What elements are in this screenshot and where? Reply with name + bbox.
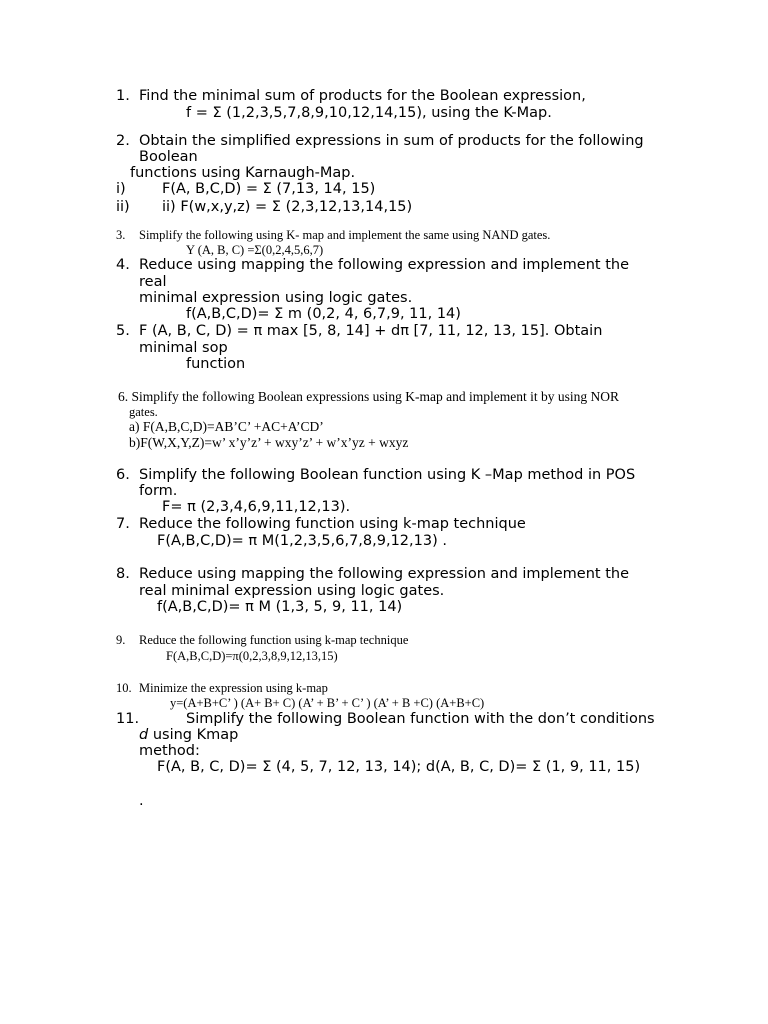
q8-text-line2: real minimal expression using logic gates. (139, 583, 445, 599)
q11-text-line1: Simplify the following Boolean function with the don’t conditions (186, 711, 655, 727)
q3-number: 3. (116, 228, 126, 242)
q6b-expression: F= π (2,3,4,6,9,11,12,13). (162, 499, 351, 515)
q11-number: 11. (116, 711, 140, 727)
q11-text-line2 (139, 727, 238, 743)
q6a-part-b: b)F(W,X,Y,Z)=w’ x’y’z’ + wxy’z’ + w’x’yz + wxyz (129, 435, 409, 450)
q1-expression: f = Σ (1,2,3,5,7,8,9,10,12,14,15), using the K-Map. (186, 105, 552, 121)
q7-expression: F(A,B,C,D)= π M(1,2,3,5,6,7,8,9,12,13) . (157, 533, 447, 549)
q2-number: 2. (116, 133, 130, 149)
q9-number: 9. (116, 633, 126, 647)
q11-expression: F(A, B, C, D)= Σ (4, 5, 7, 12, 13, 14); d(A, B, C, D)= Σ (1, 9, 11, 15) (157, 759, 641, 775)
q10-text: Minimize the expression using k-map (139, 681, 328, 695)
q2-part-ii-label: ii) (116, 199, 130, 215)
q9-expression: F(A,B,C,D)=π(0,2,3,8,9,12,13,15) (166, 649, 338, 663)
q5-text-line2: minimal sop (139, 340, 228, 356)
q6b-text-line2: form. (139, 483, 178, 499)
q3-text: Simplify the following using K- map and implement the same using NAND gates. (139, 228, 551, 242)
q4-text-line1: Reduce using mapping the following expression and implement the (139, 257, 630, 273)
q2-text-line2: Boolean (139, 149, 198, 165)
q2-text-line3: functions using Karnaugh-Map. (130, 165, 356, 181)
q5-text-line3: function (186, 356, 246, 372)
q11-text-line3: method: (139, 743, 200, 759)
q10-expression: y=(A+B+C’ ) (A+ B+ C) (A’ + B’ + C’ ) (A’ + B +C) (A+B+C) (170, 696, 485, 710)
q6b-number: 6. (116, 467, 130, 483)
q4-expression: f(A,B,C,D)= Σ m (0,2, 4, 6,7,9, 11, 14) (186, 306, 461, 322)
q5-text-line1: F (A, B, C, D) = π max [5, 8, 14] + dπ [7, 11, 12, 13, 15]. Obtain (139, 323, 603, 339)
q2-part-i-label: i) (116, 181, 126, 197)
q4-number: 4. (116, 257, 130, 273)
q7-number: 7. (116, 516, 130, 532)
q5-number: 5. (116, 323, 130, 339)
q6a-text-line2: gates. (129, 405, 158, 419)
q9-text: Reduce the following function using k-map technique (139, 633, 409, 647)
q8-text-line1: Reduce using mapping the following expression and implement the (139, 566, 630, 582)
q8-expression: f(A,B,C,D)= π M (1,3, 5, 9, 11, 14) (157, 599, 403, 615)
q7-text: Reduce the following function using k-map technique (139, 516, 526, 532)
q6b-text-line1: Simplify the following Boolean function using K –Map method in POS (139, 467, 636, 483)
q10-number: 10. (116, 681, 132, 695)
q11-text-line2-rest: using Kmap (148, 727, 239, 743)
q2-text-line1: Obtain the simplified expressions in sum of products for the following (139, 133, 644, 149)
q4-text-line2: real (139, 274, 167, 290)
trailing-period: . (139, 793, 144, 809)
q6a-text-line1: 6. Simplify the following Boolean expressions using K-map and implement it by using NOR (118, 389, 619, 404)
q11-dont-care-symbol: d (139, 727, 149, 743)
q3-expression: Y (A, B, C) =Σ(0,2,4,5,6,7) (186, 243, 324, 257)
q4-text-line3: minimal expression using logic gates. (139, 290, 413, 306)
q2-part-ii-expression: ii) F(w,x,y,z) = Σ (2,3,12,13,14,15) (162, 199, 413, 215)
q6a-part-a: a) F(A,B,C,D)=AB’C’ +AC+A’CD’ (129, 419, 324, 434)
q1-number: 1. (116, 88, 130, 104)
q8-number: 8. (116, 566, 130, 582)
q1-text: Find the minimal sum of products for the Boolean expression, (139, 88, 586, 104)
q2-part-i-expression: F(A, B,C,D) = Σ (7,13, 14, 15) (162, 181, 376, 197)
